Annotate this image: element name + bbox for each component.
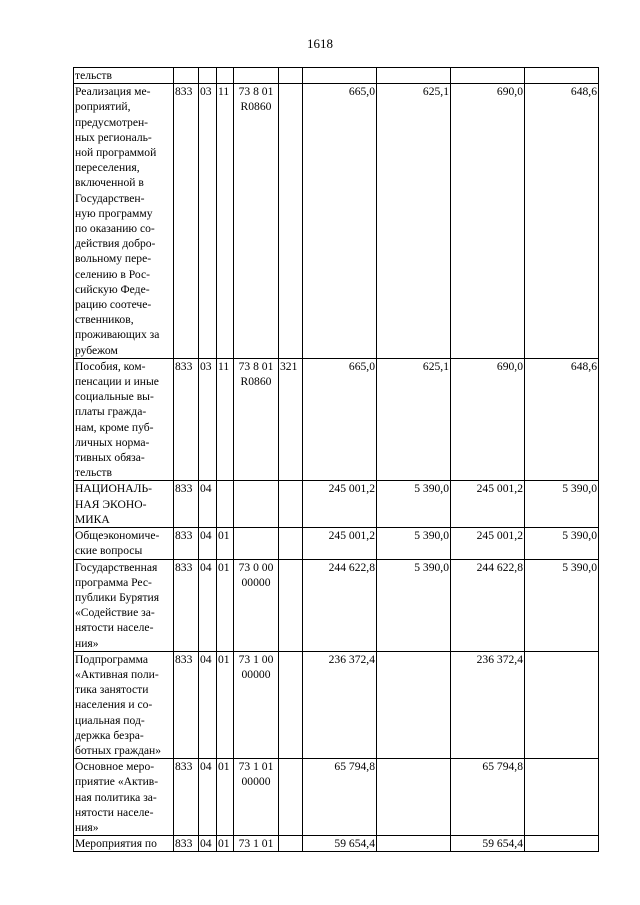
target-article-code-cell: [234, 84, 279, 359]
row-name-cell: [74, 84, 174, 359]
row-name-line: тельств: [75, 466, 112, 480]
row-name-line: Пособия, ком-: [75, 359, 146, 373]
subsection-code-cell: 01: [217, 759, 234, 836]
expense-type-code-cell: [279, 836, 303, 852]
row-name-line: Государствен-: [75, 191, 145, 205]
row-name-line: рубежом: [75, 343, 118, 357]
expense-type-code-cell: [279, 481, 303, 528]
row-name-line: по оказанию со-: [75, 222, 155, 236]
target-article-code-line: 00000: [241, 667, 271, 681]
subsection-code-cell: 01: [217, 651, 234, 758]
grbs-code-cell: [174, 68, 199, 84]
row-name-line: ния»: [75, 820, 99, 834]
row-name-line: вольному пере-: [75, 252, 152, 266]
grbs-code-cell: 833: [174, 836, 199, 852]
amount-cell-3: 245 001,2: [451, 481, 525, 528]
amount-cell-1: 65 794,8: [303, 759, 377, 836]
row-name-line: публики Бурятия: [75, 590, 160, 604]
row-name-line: сийскую Феде-: [75, 282, 150, 296]
amount-cell-4: [525, 759, 599, 836]
row-name-line: ственников,: [75, 313, 134, 327]
target-article-code-cell: [234, 559, 279, 651]
subsection-code-cell: [217, 481, 234, 528]
section-code-cell: 04: [199, 559, 217, 651]
target-article-code-line: 73 8 01: [238, 359, 274, 373]
row-name-line: циальная под-: [75, 713, 145, 727]
row-name-line: Общеэкономиче-: [75, 529, 160, 543]
row-name-line: ной программой: [75, 146, 157, 160]
amount-cell-3: 236 372,4: [451, 651, 525, 758]
amount-cell-4: [525, 651, 599, 758]
amount-cell-2: [377, 836, 451, 852]
grbs-code-cell: 833: [174, 358, 199, 481]
amount-cell-4: 648,6: [525, 358, 599, 481]
row-name-line: личных норма-: [75, 435, 150, 449]
amount-cell-2: 625,1: [377, 84, 451, 359]
grbs-code-cell: 833: [174, 481, 199, 528]
amount-cell-1: 245 001,2: [303, 481, 377, 528]
row-name-line: населения и со-: [75, 698, 153, 712]
subsection-code-cell: [217, 68, 234, 84]
target-article-code-line: 73 1 01: [238, 760, 274, 774]
amount-cell-2: 625,1: [377, 358, 451, 481]
row-resettlement-program: [74, 84, 599, 359]
row-name-line: селению в Рос-: [75, 267, 150, 281]
expense-type-code-cell: [279, 559, 303, 651]
amount-cell-1: 245 001,2: [303, 528, 377, 559]
row-general-economic-issues: [74, 528, 599, 559]
amount-cell-2: [377, 759, 451, 836]
section-code-cell: 04: [199, 759, 217, 836]
amount-cell-2: 5 390,0: [377, 481, 451, 528]
row-name-cell: [74, 759, 174, 836]
row-name-line: программа Рес-: [75, 575, 152, 589]
amount-cell-4: 5 390,0: [525, 559, 599, 651]
row-name-line: рацию соотече-: [75, 298, 152, 312]
amount-cell-1: [303, 68, 377, 84]
amount-cell-4: [525, 68, 599, 84]
row-name-line: МИКА: [75, 512, 110, 526]
subsection-code-cell: 11: [217, 358, 234, 481]
row-name-line: действия добро-: [75, 237, 156, 251]
row-name-cell: [74, 836, 174, 852]
expense-type-code-cell: [279, 528, 303, 559]
row-state-program-employment: [74, 559, 599, 651]
row-name-cell: [74, 528, 174, 559]
amount-cell-4: [525, 836, 599, 852]
amount-cell-1: 665,0: [303, 84, 377, 359]
amount-cell-2: [377, 651, 451, 758]
amount-cell-1: 236 372,4: [303, 651, 377, 758]
row-social-payments: [74, 358, 599, 481]
amount-cell-3: 59 654,4: [451, 836, 525, 852]
row-name-line: Основное меро-: [75, 760, 155, 774]
grbs-code-cell: 833: [174, 84, 199, 359]
row-name-line: ботных граждан»: [75, 743, 162, 757]
section-code-cell: 03: [199, 84, 217, 359]
amount-cell-3: [451, 68, 525, 84]
amount-cell-4: 5 390,0: [525, 481, 599, 528]
row-name-line: переселения,: [75, 161, 140, 175]
row-name-line: роприятий,: [75, 100, 131, 114]
amount-cell-4: 5 390,0: [525, 528, 599, 559]
target-article-code-cell: [234, 481, 279, 528]
section-code-cell: 03: [199, 358, 217, 481]
target-article-code-cell: [234, 358, 279, 481]
subsection-code-cell: 11: [217, 84, 234, 359]
grbs-code-cell: 833: [174, 651, 199, 758]
amount-cell-1: 665,0: [303, 358, 377, 481]
row-subprogram-active-policy: [74, 651, 599, 758]
expense-type-code-cell: [279, 651, 303, 758]
expense-type-code-cell: 321: [279, 358, 303, 481]
row-name-line: приятие «Актив-: [75, 775, 159, 789]
row-name-cell: [74, 651, 174, 758]
row-name-line: нам, кроме пуб-: [75, 420, 154, 434]
row-name-line: Подпрограмма: [75, 652, 148, 666]
row-name-line: тика занятости: [75, 683, 149, 697]
row-name-line: Мероприятия по: [75, 837, 157, 851]
grbs-code-cell: 833: [174, 528, 199, 559]
row-name-line: нятости населе-: [75, 621, 154, 635]
row-name-line: тивных обяза-: [75, 451, 145, 465]
amount-cell-1: 59 654,4: [303, 836, 377, 852]
row-name-line: Государственная: [75, 560, 158, 574]
amount-cell-2: 5 390,0: [377, 559, 451, 651]
section-code-cell: 04: [199, 481, 217, 528]
target-article-code-cell: [234, 759, 279, 836]
row-name-line: включенной в: [75, 176, 144, 190]
row-main-activity-employment: [74, 759, 599, 836]
amount-cell-3: 690,0: [451, 358, 525, 481]
row-name-line: ную программу: [75, 206, 153, 220]
target-article-code-line: 73 1 01: [238, 837, 274, 851]
target-article-code-line: 00000: [241, 575, 271, 589]
target-article-code-line: 73 1 00: [238, 652, 274, 666]
target-article-code-cell: [234, 68, 279, 84]
section-code-cell: 04: [199, 836, 217, 852]
subsection-code-cell: 01: [217, 528, 234, 559]
section-code-cell: 04: [199, 528, 217, 559]
amount-cell-3: 245 001,2: [451, 528, 525, 559]
target-article-code-cell: [234, 651, 279, 758]
amount-cell-4: 648,6: [525, 84, 599, 359]
amount-cell-2: 5 390,0: [377, 528, 451, 559]
target-article-code-line: 73 8 01: [238, 85, 274, 99]
target-article-code-cell: [234, 836, 279, 852]
expense-type-code-cell: [279, 68, 303, 84]
row-name-cell: [74, 481, 174, 528]
amount-cell-3: 690,0: [451, 84, 525, 359]
page-number: 1618: [307, 36, 333, 51]
row-activities: [74, 836, 599, 852]
row-name-line: нятости населе-: [75, 805, 154, 819]
row-name-line: проживающих за: [75, 328, 160, 342]
target-article-code-line: 00000: [241, 775, 271, 789]
row-name-line: социальные вы-: [75, 390, 154, 404]
row-name-line: держка безра-: [75, 728, 144, 742]
row-name-line: платы гражда-: [75, 405, 147, 419]
subsection-code-cell: 01: [217, 559, 234, 651]
row-name-cell: [74, 559, 174, 651]
row-name-line: ная политика за-: [75, 790, 157, 804]
section-code-cell: 04: [199, 651, 217, 758]
row-name-line: «Активная поли-: [75, 667, 159, 681]
row-name-cell: [74, 358, 174, 481]
grbs-code-cell: 833: [174, 759, 199, 836]
row-header-continuation: [74, 68, 599, 84]
amount-cell-1: 244 622,8: [303, 559, 377, 651]
budget-table: [73, 67, 599, 852]
target-article-code-cell: [234, 528, 279, 559]
row-name-line: пенсации и иные: [75, 375, 159, 389]
row-name-line: НАЦИОНАЛЬ-: [75, 482, 152, 496]
row-name-line: «Содействие за-: [75, 606, 155, 620]
row-name-line: ных региональ-: [75, 130, 152, 144]
subsection-code-cell: 01: [217, 836, 234, 852]
row-name-line: тельств: [75, 69, 112, 82]
target-article-code-line: R0860: [240, 100, 272, 114]
amount-cell-2: [377, 68, 451, 84]
section-code-cell: [199, 68, 217, 84]
row-national-economy: [74, 481, 599, 528]
target-article-code-line: R0860: [240, 375, 272, 389]
expense-type-code-cell: [279, 84, 303, 359]
row-name-cell: [74, 68, 174, 84]
amount-cell-3: 244 622,8: [451, 559, 525, 651]
row-name-line: ния»: [75, 636, 99, 650]
grbs-code-cell: 833: [174, 559, 199, 651]
row-name-line: НАЯ ЭКОНО-: [75, 497, 147, 511]
target-article-code-line: 73 0 00: [238, 560, 274, 574]
row-name-line: предусмотрен-: [75, 115, 149, 129]
expense-type-code-cell: [279, 759, 303, 836]
row-name-line: ские вопросы: [75, 544, 143, 558]
row-name-line: Реализация ме-: [75, 85, 151, 99]
amount-cell-3: 65 794,8: [451, 759, 525, 836]
